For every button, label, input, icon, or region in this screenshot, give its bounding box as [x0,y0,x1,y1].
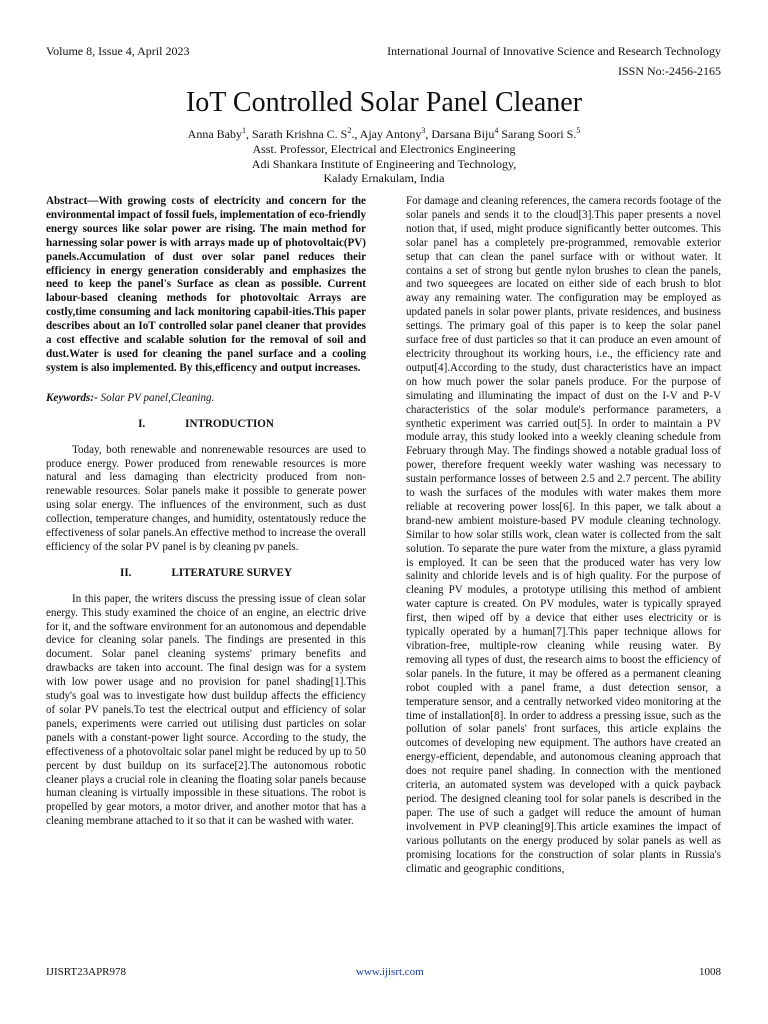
paper-title: IoT Controlled Solar Panel Cleaner [185,87,583,118]
footer-page-number: 1008 [699,966,721,978]
header-issn: ISSN No:-2456-2165 [617,64,721,78]
header-journal: International Journal of Innovative Science and Research Technology [387,44,721,58]
affiliation-marker: 2 [347,126,352,135]
keywords-label: Keywords:- [46,391,98,404]
keywords-value: Solar PV panel,Cleaning. [97,391,215,404]
section-heading-introduction [46,418,366,432]
right-column [406,195,721,876]
section-title: LITERATURE SURVEY [171,566,292,579]
header-volume: Volume 8, Issue 4, April 2023 [46,44,190,58]
affiliation-location: Kalady Ernakulam, India [323,171,445,186]
affiliation-marker: 1 [242,126,246,135]
footer-article-id: IJISRT23APR978 [46,966,127,978]
footer-website-link[interactable]: www.ijisrt.com [356,966,424,978]
section-number: II. [120,566,132,579]
section-title: INTRODUCTION [185,417,274,430]
author-name: , Darsana Biju [425,127,495,141]
author-name: ., Ajay Antony [351,127,422,141]
affiliation-marker: 5 [576,126,581,135]
affiliation-marker: 3 [421,126,426,135]
literature-paragraph: In this paper, the writers discuss the pressing issue of clean solar energy. This study examined the choice of an engine, an electric drive for it, and the software environment for an autonomous and dependable device for cleaning solar panels. The findings are presented in this document. Solar panel cleaning systems' primary benefits and drawbacks are taken into account. The final design was for a system with low power usage and no provision for panel shading[1].This study's goal was to investigate how dust buildup affects the efficiency of solar PV panels.To test the electrical output and efficiency of solar panels, experiments were carried out utilising dust particles on solar panels with a constant-power light source. According to the study, the effectiveness of a photovoltaic solar panel might be reduced by up to 50 percent by dust buildup on its surface[2].The autonomous robotic cleaner plays a crucial role in cleaning the floating solar panels because human cleaning is virtually impossible in these situations. The robot is propelled by gear motors, a motor driver, and another motor that has a cleaning membrane attached to it so that it can be washed with water. [46,592,366,828]
author-name: , Sarath Krishna C. S [246,127,348,141]
affiliation-marker: 4 [494,126,499,135]
author-name: Sarang Soori S. [498,127,577,141]
literature-continued-paragraph: For damage and cleaning references, the camera records footage of the solar panels and sends it to the cloud[3].This paper presents a novel notion that, if used, might produce significantly better outcomes. This solar panel has a completely pre-programmed, removable exterior setup that can clean the panel surface with or without water. It contains a set of strong but gentle nylon brushes to clean the panels, and two squeegees are located on either side of each brush to blot away any remaining water. The configuration may be employed as updated panels in solar power plants, private residences, and business settings. The primary goal of this paper is to keep the solar panel surface free of dust particles so that it can produce an even amount of electricity throughout its working hours, i.e., the efficiency rate and output[4].According to the study, dust characteristics have an impact on how much power the solar panels produce. For the purpose of simulating and illuminating the impact of dust on the I-V and P-V characteristics of the solar module's performance parameters, a synthetic experiment was carried out[5]. In order to maintain a PV module array, this study looked into a weekly cleaning schedule from February through May. The findings showed a notable gradual loss of power, therefore frequent weekly water washing was necessary to sustain performance losses of between 2.5 and 2.7 percent. The ability to wash the surfaces of the modules with water makes them more reliable at recovering power loss[6]. In this paper, we talk about a brand-new ambient moisture-based PV module cleaning technology. Similar to how solar stills work, clean water is collected from the salt solution. To separate the pure water from the mixture, a glass pyramid is employed. It can be seen that the produced water has very low salinity and chloride levels and is of high quality. For the purpose of cleaning PV modules, a prototype utilising this method of ambient water capture is created. On PV modules, water is typically sprayed first, then wiped off by a device that either uses electricity or is typically operated by a human[7].This paper technique allows for vibration-free, multiple-row cleaning while reusing water. By removing all types of dust, the research aims to boost the efficiency of solar panels. In the future, it may be offered as a permanent cleaning robot coupled with a panel frame, a dust detection sensor, a temperature sensor, and a centrally networked video monitoring at the time of installation[8]. In order to address a pressing issue, such as the pollution of solar panels' front surfaces, this article explains the outcomes of developing new equipment. The authors have created an energy-efficient, dependable, and autonomous cleaning approach that does not require panel shading. In connection with the mentioned criteria, an automated system was developed with a quick payback period. The designed cleaning tool for solar panels is described in the paper. The use of such a gadget will reduce the amount of human involvement in PVP cleaning[9].This article examines the impact of various pollutants on the energy produced by solar panels as well as promising locations for the construction of solar plants in Russia's climatic and geographic conditions, [406,195,721,875]
section-heading-literature-survey [46,567,366,581]
abstract: Abstract—With growing costs of electricity and concern for the environmental impact of fossil fuels, implementation of eco-friendly energy sources like solar power are rising. The main method for harnessing solar power is with arrays made up of photovoltaic(PV) panels.Accumulation of dust over solar panel reduces their efficiency in energy generation considerably and emphasizes the need to keep the panel's Surface as clean as possible. Current labour-based cleaning methods for photovoltaic Arrays are costly,time consuming and lack monitoring capabil-ities.This paper describes about an IoT controlled solar panel cleaner that provides a cost effective and scalable solution for the removal of soil and dust.Water is used for cleaning the panel surface and a cooling system is also implemented. By this,efficency and output increases. [46,195,366,374]
affiliation-institute: Adi Shankara Institute of Engineering and Technology, [251,156,517,171]
affiliation-role: Asst. Professor, Electrical and Electronics Engineering [252,141,516,156]
author-name: Anna Baby [187,127,242,141]
left-column [46,195,366,829]
keywords [46,392,366,406]
author-block [0,127,768,186]
introduction-paragraph: Today, both renewable and nonrenewable resources are used to produce energy. Power produced from renewable resources is more natural and less damaging than electricity produced from non-renewable resources. Solar panels make it possible to generate power using solar energy. The influences of the environment, such as dust collection, temperature changes, and humidity, ostentatously reduce the effectiveness of solar panels.An effective method to increase the overall efficiency of the solar PV panel is by cleaning pv panels. [46,443,366,553]
section-number: I. [138,417,146,430]
author-list [0,127,768,142]
